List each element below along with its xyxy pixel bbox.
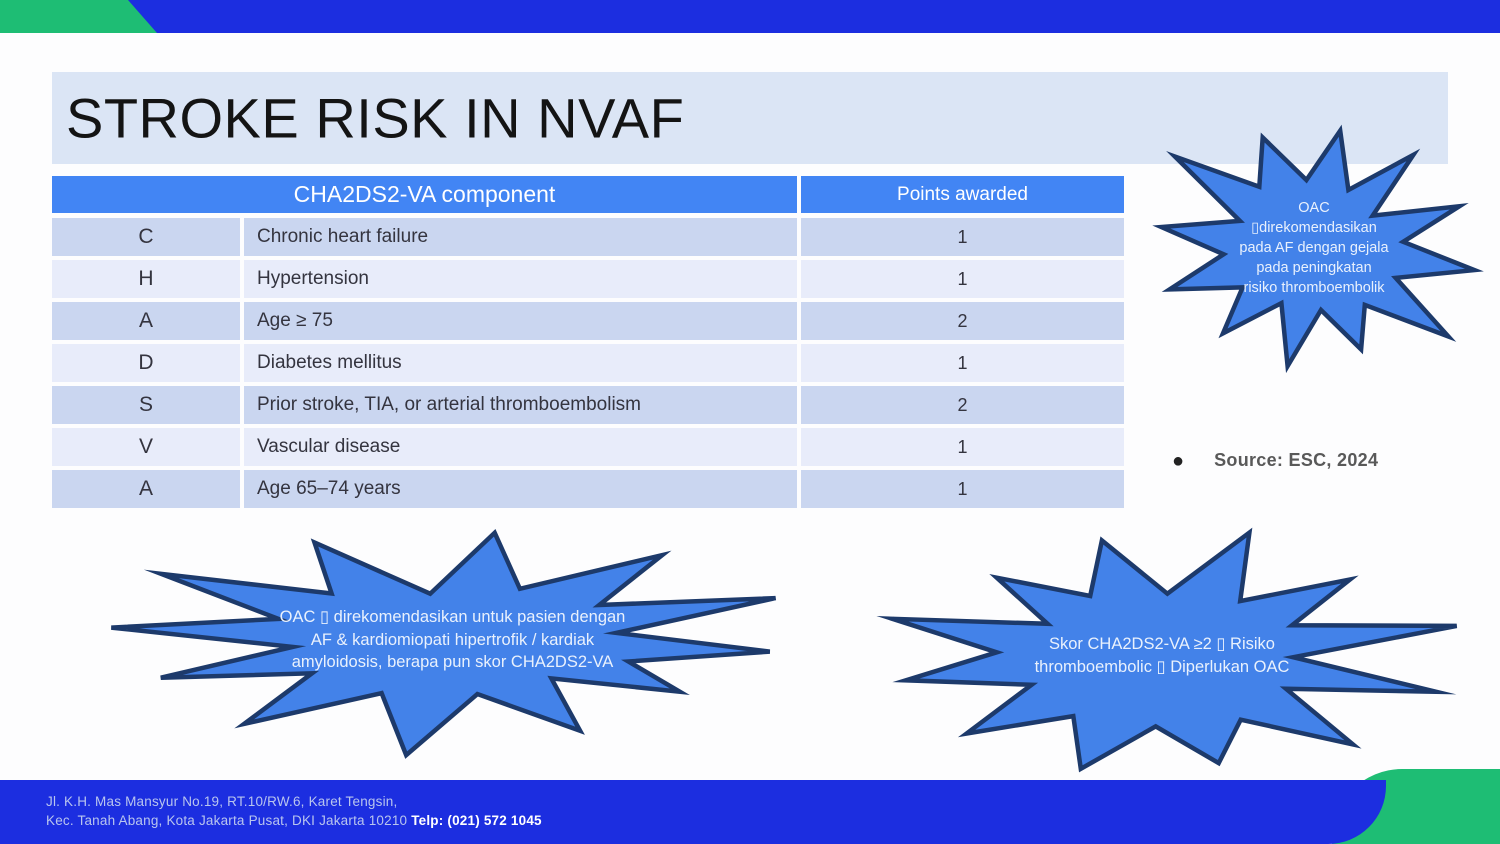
- table-cell-points: 1: [801, 428, 1124, 466]
- table-cell-points: 2: [801, 386, 1124, 424]
- table-cell-letter: S: [52, 386, 240, 424]
- table-cell-letter: H: [52, 260, 240, 298]
- table-cell-component: Age ≥ 75: [244, 302, 797, 340]
- callout-line: ▯direkomendasikan: [1251, 220, 1377, 236]
- table-cell-points: 1: [801, 470, 1124, 508]
- callout-line: OAC: [1298, 200, 1330, 216]
- table-cell-component: Vascular disease: [244, 428, 797, 466]
- callout-line: OAC ▯ direkomendasikan untuk pasien dengan: [279, 607, 626, 626]
- table-cell-component: Chronic heart failure: [244, 218, 797, 256]
- callout-line: pada peningkatan: [1256, 260, 1372, 276]
- table-cell-component: Diabetes mellitus: [244, 344, 797, 382]
- callout-line: risiko thromboembolik: [1243, 280, 1385, 296]
- table-cell-component: Prior stroke, TIA, or arterial thromboembolism: [244, 386, 797, 424]
- source-text: Source: ESC, 2024: [1214, 450, 1379, 470]
- table-cell-letter: A: [52, 470, 240, 508]
- table-cell-letter: D: [52, 344, 240, 382]
- callout-text: [862, 518, 1462, 793]
- table-cell-component: Hypertension: [244, 260, 797, 298]
- table-cell-letter: A: [52, 302, 240, 340]
- top-bar-green-accent: [0, 0, 1500, 33]
- callout-line: pada AF dengan gejala: [1239, 240, 1389, 256]
- callout-line: thromboembolic ▯ Diperlukan OAC: [1034, 657, 1290, 676]
- top-bar-blue: [0, 0, 1500, 33]
- callout-star-oac-recommended: [1128, 102, 1500, 394]
- footer-phone: Telp: (021) 572 1045: [411, 813, 542, 828]
- table-cell-letter: C: [52, 218, 240, 256]
- table-cell-points: 1: [801, 344, 1124, 382]
- table-cell-component: Age 65–74 years: [244, 470, 797, 508]
- footer-address: [46, 792, 542, 830]
- callout-text: [85, 520, 820, 760]
- callout-star-score-ge2: [862, 518, 1462, 793]
- table-header-points: Points awarded: [801, 176, 1124, 213]
- table-cell-points: 1: [801, 218, 1124, 256]
- bullet-icon: ●: [1172, 449, 1185, 472]
- table-cell-points: 2: [801, 302, 1124, 340]
- source-line: [1172, 450, 1492, 471]
- page-title: STROKE RISK IN NVAF: [66, 86, 685, 150]
- callout-line: AF & kardiomiopati hipertrofik / kardiak: [310, 630, 595, 649]
- table-cell-points: 1: [801, 260, 1124, 298]
- callout-line: amyloidosis, berapa pun skor CHA2DS2-VA: [291, 653, 614, 672]
- footer-address-line2: Kec. Tanah Abang, Kota Jakarta Pusat, DKI Jakarta 10210 Telp: (021) 572 1045: [46, 813, 542, 828]
- cha2ds2-va-table: [52, 176, 1124, 508]
- footer-bar: [0, 780, 1386, 844]
- callout-star-oac-any-score: [85, 520, 820, 760]
- table-cell-letter: V: [52, 428, 240, 466]
- callout-line: Skor CHA2DS2-VA ≥2 ▯ Risiko: [1049, 634, 1275, 653]
- callout-text: [1128, 102, 1500, 394]
- table-header-component: CHA2DS2-VA component: [52, 176, 797, 213]
- footer-address-line1: Jl. K.H. Mas Mansyur No.19, RT.10/RW.6, Karet Tengsin,: [46, 794, 398, 809]
